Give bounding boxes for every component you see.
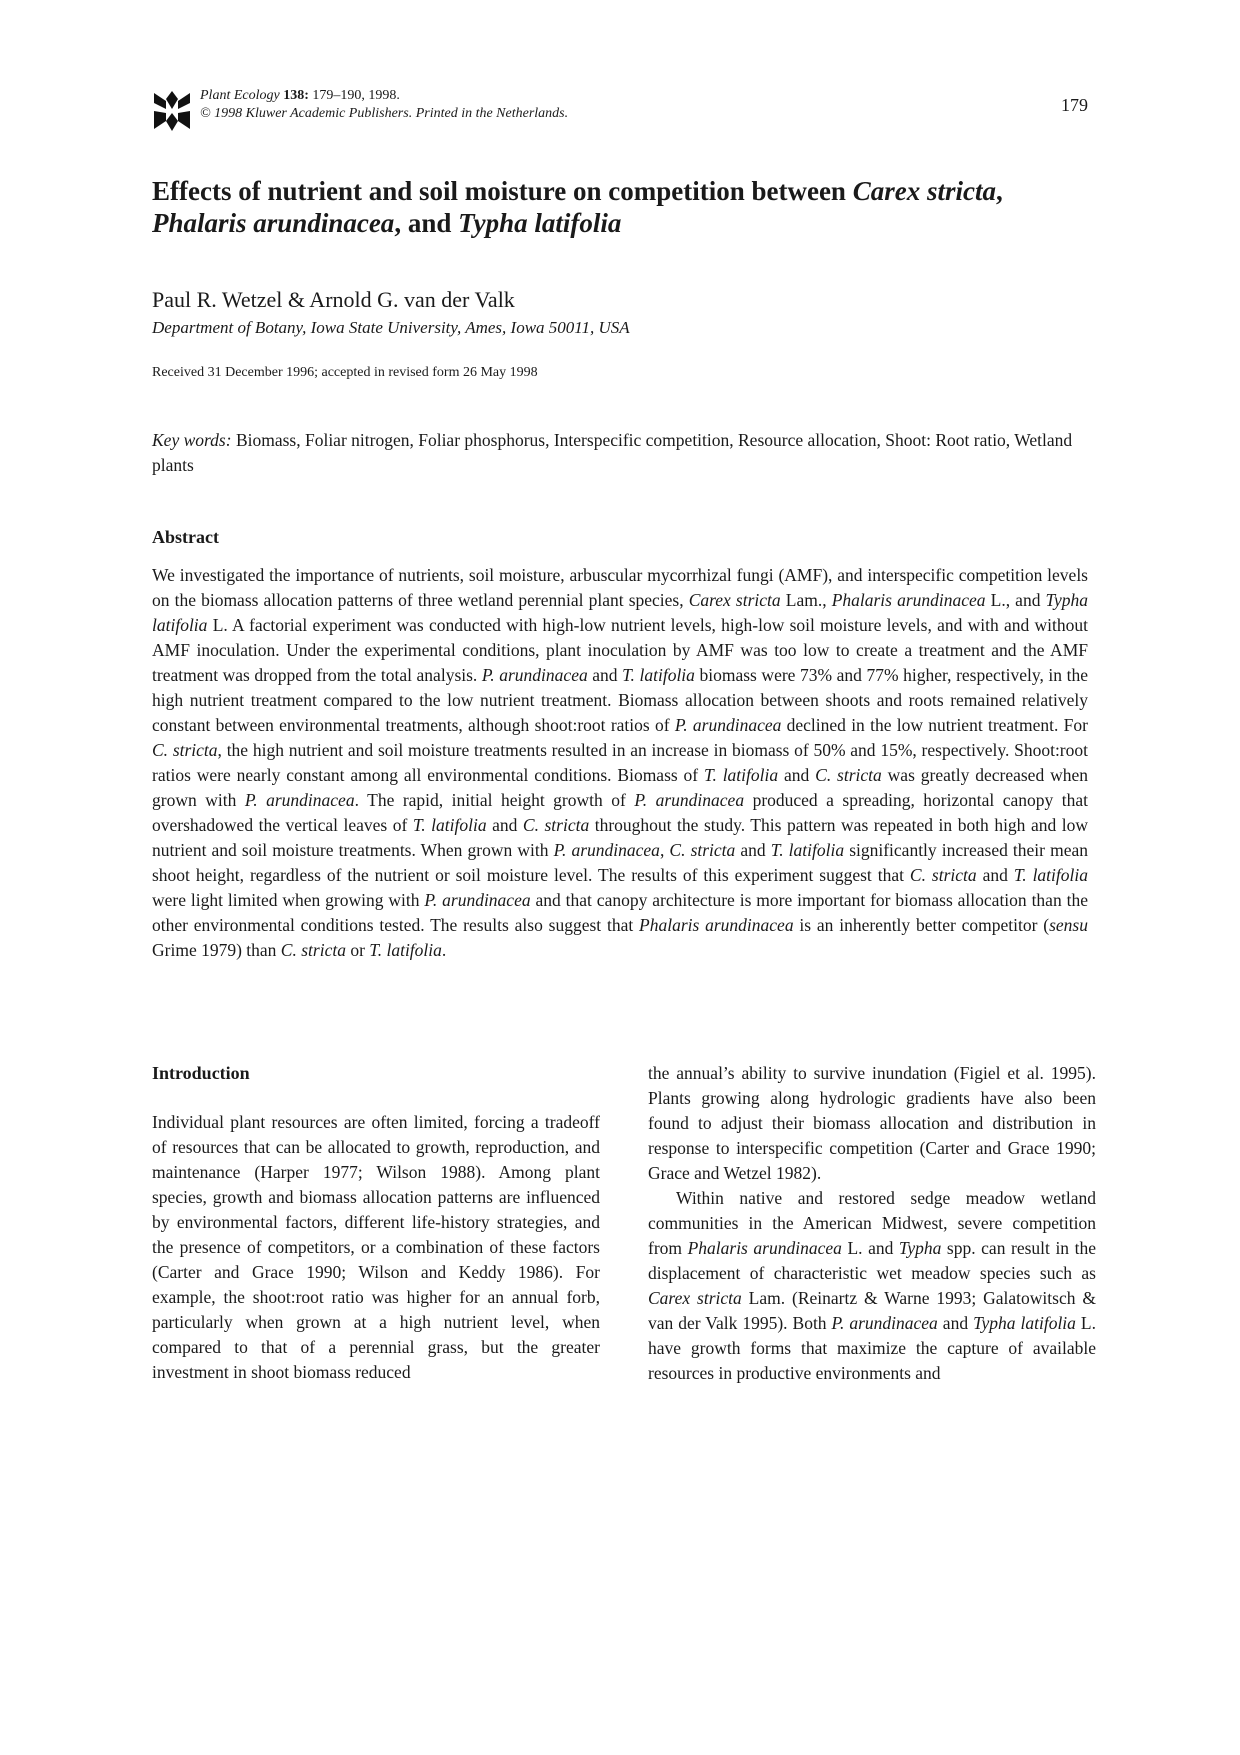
keywords-label: Key words:: [152, 430, 232, 450]
italic-term: sensu: [1049, 915, 1088, 935]
italic-term: T. latifolia: [1013, 865, 1088, 885]
italic-term: P. arundinacea: [481, 665, 588, 685]
authors: Paul R. Wetzel & Arnold G. van der Valk: [152, 287, 515, 312]
italic-term: T. latifolia: [369, 940, 442, 960]
italic-term: P. arundinacea: [634, 790, 745, 810]
journal-pages: 179–190, 1998.: [308, 88, 400, 103]
italic-term: T. latifolia: [704, 765, 779, 785]
italic-term: T. latifolia: [770, 840, 845, 860]
title-text: Effects of nutrient and soil moisture on competition between: [152, 176, 853, 206]
received-date: Received 31 December 1996; accepted in revised form 26 May 1998: [152, 365, 538, 380]
journal-citation: [200, 87, 568, 123]
intro-paragraph-1-continued: the annual’s ability to survive inundation (Figiel et al. 1995). Plants growing along hydrologic gradients have also been found to adjust their biomass allocation and distribution in response to interspecific competition (Carter and Grace 1990; Grace and Wetzel 1982).: [648, 1063, 1096, 1183]
italic-term: Typha latifolia: [152, 590, 1088, 635]
italic-term: T. latifolia: [412, 815, 487, 835]
intro-column-right: [648, 1061, 1096, 1386]
article-title: [152, 175, 1092, 239]
italic-term: C. stricta: [815, 765, 882, 785]
keywords: [152, 428, 1088, 478]
intro-column-left: [152, 1110, 600, 1385]
title-species-carex: Carex stricta: [852, 176, 996, 206]
keywords-text: Biomass, Foliar nitrogen, Foliar phosphorus, Interspecific competition, Resource allocation, Shoot: Root ratio, Wetland plants: [152, 430, 1073, 475]
title-species-phalaris: Phalaris arundinacea: [152, 208, 395, 238]
abstract-heading: Abstract: [152, 527, 219, 547]
italic-term: T. latifolia: [622, 665, 695, 685]
intro-paragraph-2: Within native and restored sedge meadow wetland communities in the American Midwest, severe competition from Phalaris arundinacea L. and Typha spp. can result in the displacement of characteristic wet meadow species such as Carex stricta Lam. (Reinartz & Warne 1993; Galatowitsch & van der Valk 1995). Both P. arundinacea and Typha latifolia L. have growth forms that maximize the capture of available resources in productive environments and: [648, 1188, 1097, 1383]
italic-term: Typha latifolia: [973, 1313, 1076, 1333]
italic-term: C. stricta: [522, 815, 590, 835]
italic-term: P. arundinacea: [244, 790, 355, 810]
italic-term: Typha: [898, 1238, 942, 1258]
journal-name: Plant Ecology: [200, 88, 280, 103]
title-species-typha: Typha latifolia: [458, 208, 622, 238]
affiliation: Department of Botany, Iowa State University, Ames, Iowa 50011, USA: [152, 318, 630, 337]
copyright-line: © 1998 Kluwer Academic Publishers. Printed in the Netherlands.: [200, 106, 569, 121]
italic-term: C. stricta: [280, 940, 346, 960]
introduction-heading: Introduction: [152, 1063, 250, 1083]
italic-term: P. arundinacea: [831, 1313, 938, 1333]
journal-volume: 138:: [283, 88, 309, 103]
title-separator: , and: [394, 208, 459, 238]
italic-term: P. arundinacea: [674, 715, 782, 735]
italic-term: Carex stricta: [688, 590, 781, 610]
italic-term: P. arundinacea: [424, 890, 531, 910]
italic-term: Carex stricta: [648, 1288, 742, 1308]
abstract-body: We investigated the importance of nutrients, soil moisture, arbuscular mycorrhizal fungi (AMF), and interspecific competition levels on the biomass allocation patterns of three wetland perennial plant species, Carex stricta Lam., Phalaris arundinacea L., and Typha latifolia L. A factorial experiment was conducted with high-low nutrient levels, high-low soil moisture levels, and with and without AMF inoculation. Under the experimental conditions, plant inoculation by AMF was too low to create a treatment and the AMF treatment was dropped from the total analysis. P. arundinacea and T. latifolia biomass were 73% and 77% higher, respectively, in the high nutrient treatment compared to the low nutrient treatment. Biomass allocation between shoots and roots remained relatively constant between environmental treatments, although shoot:root ratios of P. arundinacea declined in the low nutrient treatment. For C. stricta, the high nutrient and soil moisture treatments resulted in an increase in biomass of 50% and 15%, respectively. Shoot:root ratios were nearly constant among all environmental conditions. Biomass of T. latifolia and C. stricta was greatly decreased when grown with P. arundinacea. The rapid, initial height growth of P. arundinacea produced a spreading, horizontal canopy that overshadowed the vertical leaves of T. latifolia and C. stricta throughout the study. This pattern was repeated in both high and low nutrient and soil moisture treatments. When grown with P. arundinacea, C. stricta and T. latifolia significantly increased their mean shoot height, regardless of the nutrient or soil moisture level. The results of this experiment suggest that C. stricta and T. latifolia were light limited when growing with P. arundinacea and that canopy architecture is more important for biomass allocation than the other environmental conditions tested. The results also suggest that Phalaris arundinacea is an inherently better competitor (sensu Grime 1979) than C. stricta or T. latifolia.: [152, 565, 1089, 960]
page-number: 179: [1061, 95, 1088, 115]
italic-term: Phalaris arundinacea: [687, 1238, 842, 1258]
italic-term: Phalaris arundinacea: [639, 915, 794, 935]
italic-term: C. stricta: [152, 740, 218, 760]
kluwer-logo-icon: [152, 89, 192, 133]
italic-term: C. stricta: [669, 840, 736, 860]
italic-term: C. stricta: [909, 865, 977, 885]
italic-term: P. arundinacea: [553, 840, 660, 860]
intro-paragraph-1: Individual plant resources are often limited, forcing a tradeoff of resources that can be allocated to growth, reproduction, and maintenance (Harper 1977; Wilson 1988). Among plant species, growth and biomass allocation patterns are influenced by environmental factors, different life-history strategies, and the presence of competitors, or a combination of these factors (Carter and Grace 1990; Wilson and Keddy 1986). For example, the shoot:root ratio was higher for an annual forb, particularly when grown at a high nutrient level, when compared to that of a perennial grass, but the greater investment in shoot biomass reduced: [152, 1112, 600, 1382]
italic-term: Phalaris arundinacea: [831, 590, 986, 610]
title-separator: ,: [995, 176, 1003, 206]
